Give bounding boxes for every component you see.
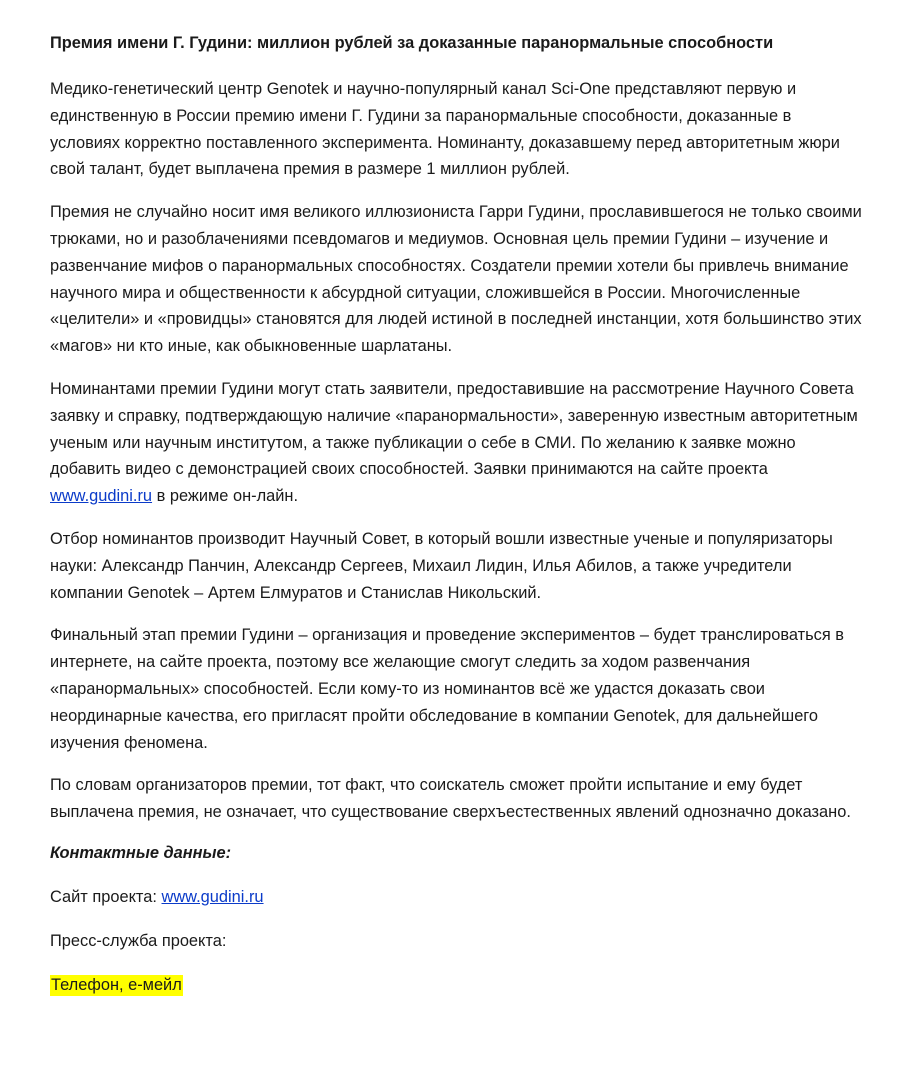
contacts-phone-email-line	[50, 974, 862, 996]
project-site-link[interactable]: www.gudini.ru	[50, 487, 153, 506]
paragraph-final-stage: Финальный этап премии Гудини – организация и проведение экспериментов – будет транслироваться в интернете, на сайте проекта, поэтому все желающие смогут следить за ходом развенчания «паранормальных» способностей. Если кому-то из номинантов всё же удастся доказать свои неординарные качества, его пригласят пройти обследование в компании Genotek, для дальнейшего изучения феномена.	[50, 626, 844, 752]
paragraph-nominees-suffix: в режиме он-лайн.	[156, 487, 299, 506]
contacts-site-line	[50, 886, 862, 908]
contacts-site-link[interactable]: www.gudini.ru	[161, 887, 264, 906]
contacts-press-label: Пресс-служба проекта:	[50, 931, 227, 950]
page-title: Премия имени Г. Гудини: миллион рублей за доказанные паранормальные способности	[50, 34, 774, 52]
phone-email-highlight: Телефон, е-мейл	[51, 975, 182, 994]
paragraph-houdini-name: Премия не случайно носит имя великого иллюзиониста Гарри Гудини, прославившегося не только своими трюками, но и разоблачениями псевдомагов и медиумов. Основная цель премии Гудини – изучение и развенчание мифов о паранормальных способностях. Создатели премии хотели бы привлечь внимание научного мира и общественности к абсурдной ситуации, сложившейся в России. Многочисленные «целители» и «провидцы» становятся для людей истиной в последней инстанции, хотя большинство этих «магов» ни кто иные, как обыкновенные шарлатаны.	[50, 203, 862, 356]
contacts-heading: Контактные данные:	[50, 843, 232, 862]
paragraph-council: Отбор номинантов производит Научный Совет, в который вошли известные ученые и популяризаторы науки: Александр Панчин, Александр Сергеев, Михаил Лидин, Илья Абилов, а также учредители компании Genotek – Артем Елмуратов и Станислав Никольский.	[50, 529, 833, 602]
paragraph-nominees	[50, 376, 862, 510]
paragraph-intro: Медико-генетический центр Genotek и научно-популярный канал Sci-One представляют первую и единственную в России премию имени Г. Гудини за паранормальные способности, доказанные в условиях корректно поставленного эксперимента. Номинанту, доказавшему перед авторитетным жюри свой талант, будет выплачена премия в размере 1 миллион рублей.	[50, 80, 840, 179]
paragraph-nominees-text: Номинантами премии Гудини могут стать заявители, предоставившие на рассмотрение Научного Совета заявку и справку, подтверждающую наличие «паранормальности», заверенную известным авторитетным ученым или научным институтом, а также публикации о себе в СМИ. По желанию к заявке можно добавить видео с демонстрацией своих способностей. Заявки принимаются на сайте проекта	[50, 379, 858, 479]
paragraph-organizers: По словам организаторов премии, тот факт, что соискатель сможет пройти испытание и ему будет выплачена премия, не означает, что существование сверхъестественных явлений однозначно доказано.	[50, 776, 851, 822]
contacts-site-label: Сайт проекта:	[50, 887, 157, 906]
